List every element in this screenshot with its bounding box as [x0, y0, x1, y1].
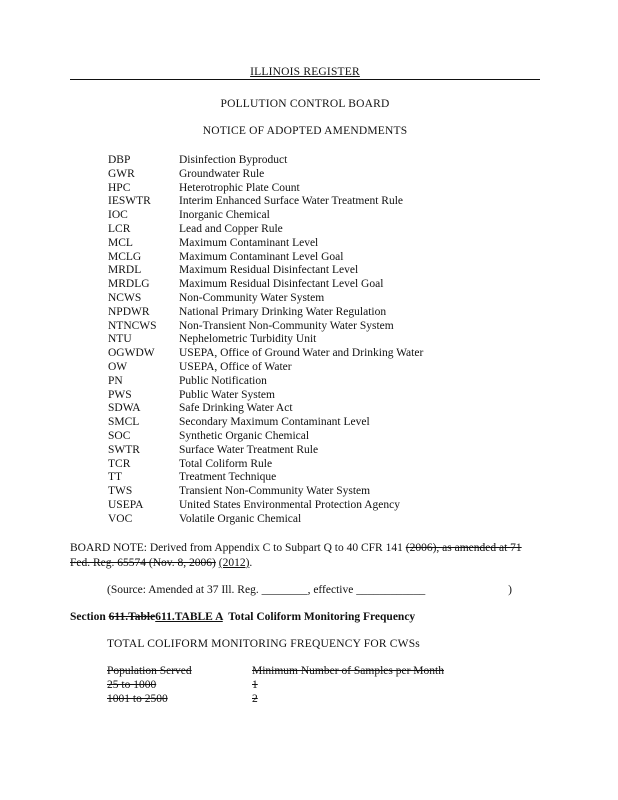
abbreviation-description: Maximum Residual Disinfectant Level — [179, 264, 359, 277]
list-item — [108, 168, 423, 182]
abbreviation-description: Lead and Copper Rule — [179, 222, 283, 235]
source-close-paren: ) — [508, 584, 512, 596]
abbreviation-description: Nephelometric Turbidity Unit — [179, 333, 317, 346]
abbreviation-code: PWS — [108, 388, 132, 401]
abbreviation-code: NCWS — [108, 291, 142, 304]
population-cell: 1001 to 2500 — [107, 692, 168, 705]
header-rule — [70, 79, 540, 80]
samples-cell: 1 — [252, 678, 258, 691]
section-inserted-number: 611.TABLE A — [155, 611, 223, 623]
abbreviation-code: USEPA — [108, 498, 144, 511]
list-item — [108, 209, 423, 223]
list-item — [108, 251, 423, 265]
list-item — [108, 333, 423, 347]
abbreviation-code: TCR — [108, 457, 131, 470]
abbreviation-description: Maximum Residual Disinfectant Level Goal — [179, 278, 384, 291]
header-population-served: Population Served — [107, 665, 192, 677]
abbreviation-description: National Primary Drinking Water Regulation — [179, 305, 387, 318]
table-caption: TOTAL COLIFORM MONITORING FREQUENCY FOR CWSs — [107, 638, 420, 650]
section-prefix: Section — [70, 611, 109, 623]
list-item — [108, 320, 423, 334]
list-item — [108, 375, 423, 389]
section-deleted-number: 611.Table — [108, 611, 156, 623]
population-cell: 25 to 1000 — [107, 678, 157, 691]
list-item — [108, 416, 423, 430]
list-item — [108, 361, 423, 375]
abbreviation-code: MRDLG — [108, 278, 150, 291]
abbreviation-description: Public Notification — [179, 374, 267, 387]
board-note — [70, 541, 540, 571]
abbreviation-code: LCR — [108, 222, 131, 235]
abbreviation-description: United States Environmental Protection Agency — [179, 498, 401, 511]
list-item — [108, 471, 423, 485]
abbreviation-code: NTNCWS — [108, 319, 157, 332]
abbreviation-list — [108, 154, 423, 527]
samples-cell: 2 — [252, 692, 258, 705]
board-note-deleted-text: (2006), as amended at 71 Fed. Reg. 65574 (Nov. 8, 2006) — [70, 542, 522, 569]
list-item — [108, 389, 423, 403]
abbreviation-code: OGWDW — [108, 347, 155, 360]
abbreviation-description: Heterotrophic Plate Count — [179, 181, 300, 194]
abbreviation-code: VOC — [108, 512, 133, 525]
abbreviation-description: Public Water System — [179, 388, 275, 401]
board-name: POLLUTION CONTROL BOARD — [220, 98, 390, 110]
abbreviation-code: NTU — [108, 333, 132, 346]
list-item — [108, 513, 423, 527]
abbreviation-code: HPC — [108, 181, 131, 194]
abbreviation-description: Synthetic Organic Chemical — [179, 429, 310, 442]
notice-title: NOTICE OF ADOPTED AMENDMENTS — [202, 125, 408, 137]
table-row — [107, 693, 444, 707]
list-item — [108, 402, 423, 416]
abbreviation-code: MRDL — [108, 264, 142, 277]
abbreviation-code: NPDWR — [108, 305, 150, 318]
abbreviation-code: SOC — [108, 429, 131, 442]
list-item — [108, 485, 423, 499]
abbreviation-description: Surface Water Treatment Rule — [179, 443, 319, 456]
table-row — [107, 679, 444, 693]
abbreviation-description: Treatment Technique — [179, 471, 277, 484]
source-text: (Source: Amended at 37 Ill. Reg. ________, effective ____________ — [107, 584, 426, 596]
abbreviation-code: OW — [108, 360, 128, 373]
abbreviation-description: Non-Community Water System — [179, 291, 325, 304]
abbreviation-code: MCL — [108, 236, 133, 249]
abbreviation-description: Inorganic Chemical — [179, 209, 270, 222]
abbreviation-code: IESWTR — [108, 195, 151, 208]
board-note-inserted-text: (2012) — [218, 557, 250, 569]
list-item — [108, 347, 423, 361]
abbreviation-description: Groundwater Rule — [179, 167, 265, 180]
abbreviation-code: SDWA — [108, 402, 141, 415]
monitoring-frequency-table — [107, 665, 444, 706]
abbreviation-code: IOC — [108, 209, 128, 222]
source-note — [107, 584, 512, 596]
list-item — [108, 223, 423, 237]
list-item — [108, 154, 423, 168]
list-item — [108, 430, 423, 444]
abbreviation-description: Interim Enhanced Surface Water Treatment Rule — [179, 195, 403, 208]
abbreviation-description: Maximum Contaminant Level — [179, 236, 319, 249]
register-title: ILLINOIS REGISTER — [250, 66, 360, 78]
list-item — [108, 278, 423, 292]
list-item — [108, 264, 423, 278]
abbreviation-code: SWTR — [108, 443, 140, 456]
list-item — [108, 499, 423, 513]
abbreviation-description: Disinfection Byproduct — [179, 154, 288, 166]
abbreviation-code: TT — [108, 471, 123, 484]
abbreviation-description: Secondary Maximum Contaminant Level — [179, 416, 370, 429]
abbreviation-code: TWS — [108, 485, 133, 498]
list-item — [108, 237, 423, 251]
abbreviation-description: Safe Drinking Water Act — [179, 402, 293, 415]
abbreviation-code: DBP — [108, 154, 131, 166]
abbreviation-code: SMCL — [108, 416, 140, 429]
abbreviation-description: Volatile Organic Chemical — [179, 512, 302, 525]
abbreviation-code: PN — [108, 374, 123, 387]
board-note-text: BOARD NOTE: Derived from Appendix C to Subpart Q to 40 CFR 141 — [70, 542, 406, 554]
list-item — [108, 444, 423, 458]
board-note-suffix: . — [249, 557, 253, 569]
abbreviation-description: Non-Transient Non-Community Water System — [179, 319, 394, 332]
abbreviation-description: USEPA, Office of Ground Water and Drinking Water — [179, 347, 424, 360]
section-title: Total Coliform Monitoring Frequency — [222, 611, 416, 623]
abbreviation-description: USEPA, Office of Water — [179, 360, 292, 373]
list-item — [108, 292, 423, 306]
table-header-row — [107, 665, 444, 679]
list-item — [108, 458, 423, 472]
header-minimum-samples: Minimum Number of Samples per Month — [252, 665, 444, 677]
abbreviation-description: Transient Non-Community Water System — [179, 485, 371, 498]
abbreviation-code: MCLG — [108, 250, 142, 263]
abbreviation-description: Total Coliform Rule — [179, 457, 273, 470]
list-item — [108, 195, 423, 209]
list-item — [108, 182, 423, 196]
list-item — [108, 306, 423, 320]
section-heading — [70, 611, 415, 623]
abbreviation-code: GWR — [108, 167, 135, 180]
abbreviation-description: Maximum Contaminant Level Goal — [179, 250, 344, 263]
